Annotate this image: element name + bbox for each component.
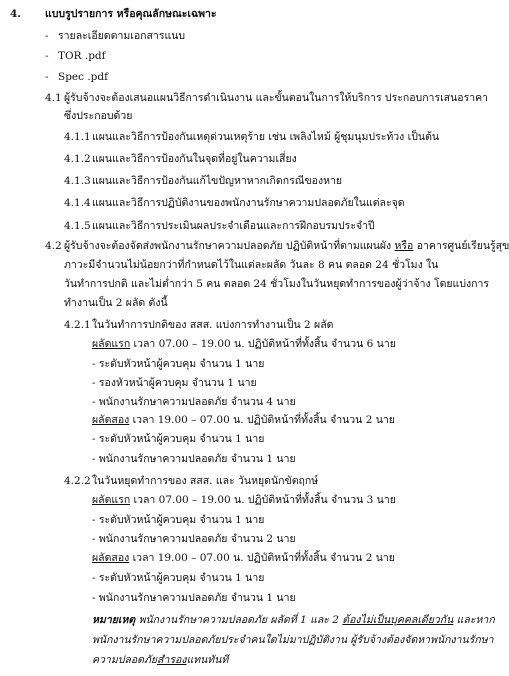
- sub-item-text: แผนและวิธีการป้องกันแก้ไขปัญหาหากเกิดกรณีของหาย: [92, 175, 343, 187]
- bullet-dash: -: [45, 50, 49, 62]
- item-4-2-line: ผู้รับจ้างจะต้องจัดส่งพนักงานรักษาความปลอดภัย ปฏิบัติหน้าที่ตามแผนผัง หรือ อาคารศูนย์เรียนรู้สุข: [64, 240, 509, 252]
- item-4-2-line: ภาวะมีจำนวนไม่น้อยกว่าที่กำหนดไว้ในแต่ละผลัด วันละ 8 คน ตลอด 24 ชั่วโมง ใน: [64, 259, 439, 271]
- sub-item-title: ในวันทำการปกติของ สสส. แบ่งการทำงานเป็น 2 ผลัด: [92, 319, 334, 331]
- section-number: 4.: [10, 8, 21, 20]
- sub-item-number: 4.1.4: [64, 197, 91, 209]
- bullet-item-details: รายละเอียดตามเอกสารแนบ: [58, 30, 186, 42]
- shift-line: ผลัดสอง เวลา 19.00 – 07.00 น. ปฏิบัติหน้าที่ทั้งสิ้น จำนวน 2 นาย: [92, 552, 395, 564]
- shift-item: - ระดับหัวหน้าผู้ควบคุม จำนวน 1 นาย: [92, 433, 265, 445]
- sub-item-number: 4.1.3: [64, 175, 91, 187]
- shift-item: - พนักงานรักษาความปลอดภัย จำนวน 1 นาย: [92, 592, 296, 604]
- shift-item: - ระดับหัวหน้าผู้ควบคุม จำนวน 1 นาย: [92, 572, 265, 584]
- shift-item: - พนักงานรักษาความปลอดภัย จำนวน 4 นาย: [92, 396, 296, 408]
- shift-line: ผลัดแรก เวลา 07.00 – 19.00 น. ปฏิบัติหน้าที่ทั้งสิ้น จำนวน 3 นาย: [92, 494, 396, 506]
- item-4-1-line: ผู้รับจ้างจะต้องเสนอแผนวิธีการดำเนินงาน และขั้นตอนในการให้บริการ ประกอบการเสนอราคา: [64, 92, 489, 104]
- sub-item-text: แผนและวิธีการป้องกันในจุดที่อยู่ในความเสี่ยง: [92, 153, 297, 165]
- shift-line: ผลัดสอง เวลา 19.00 – 07.00 น. ปฏิบัติหน้าที่ทั้งสิ้น จำนวน 2 นาย: [92, 414, 395, 426]
- section-title: แบบรูปรายการ หรือคุณลักษณะเฉพาะ: [45, 8, 217, 20]
- note-line: พนักงานรักษาความปลอดภัยประจำคนใดไม่มาปฏิบัติงาน ผู้รับจ้างต้องจัดหาพนักงานรักษา: [92, 634, 494, 646]
- sub-item-text: แผนและวิธีการป้องกันเหตุด่วนเหตุร้าย เช่น เพลิงไหม้ ผู้ชุมนุมประท้วง เป็นต้น: [92, 131, 440, 143]
- sub-item-number: 4.1.1: [64, 131, 91, 143]
- shift-item: - รองหัวหน้าผู้ควบคุม จำนวน 1 นาย: [92, 377, 257, 389]
- shift-item: - พนักงานรักษาความปลอดภัย จำนวน 1 นาย: [92, 453, 296, 465]
- sub-item-text: แผนและวิธีการประเมินผลประจำเดือนและการฝึกอบรมประจำปี: [92, 220, 375, 232]
- sub-item-number: 4.2.1: [64, 319, 91, 331]
- sub-item-text: แผนและวิธีการปฏิบัติงานของพนักงานรักษาความปลอดภัยในแต่ละจุด: [92, 197, 405, 209]
- item-4-1-number: 4.1: [45, 92, 62, 104]
- sub-item-number: 4.2.2: [64, 475, 91, 487]
- item-4-2-line: วันทำการปกติ และไม่ต่ำกว่า 5 คน ตลอด 24 ชั่วโมงในวันหยุดทำการของผู้ว่าจ้าง โดยแบ่งการ: [64, 278, 490, 290]
- bullet-item-tor: TOR .pdf: [58, 50, 106, 62]
- sub-item-number: 4.1.5: [64, 220, 91, 232]
- item-4-1-line: ซึ่งประกอบด้วย: [64, 110, 133, 122]
- shift-item: - ระดับหัวหน้าผู้ควบคุม จำนวน 1 นาย: [92, 514, 265, 526]
- bullet-item-spec: Spec .pdf: [58, 71, 109, 83]
- note-line: หมายเหตุ พนักงานรักษาความปลอดภัย ผลัดที่ 1 และ 2 ต้องไม่เป็นบุคคลเดียวกัน และหาก: [92, 614, 495, 626]
- bullet-dash: -: [45, 30, 49, 42]
- shift-line: ผลัดแรก เวลา 07.00 – 19.00 น. ปฏิบัติหน้าที่ทั้งสิ้น จำนวน 6 นาย: [92, 338, 396, 350]
- sub-item-number: 4.1.2: [64, 153, 91, 165]
- sub-item-title: ในวันหยุดทำการของ สสส. และ วันหยุดนักขัตฤกษ์: [92, 475, 319, 487]
- bullet-dash: -: [45, 71, 49, 83]
- shift-item: - พนักงานรักษาความปลอดภัย จำนวน 2 นาย: [92, 533, 296, 545]
- item-4-2-number: 4.2: [45, 240, 62, 252]
- item-4-2-line: ทำงานเป็น 2 ผลัด ดังนี้: [64, 297, 168, 309]
- note-line: ความปลอดภัยสำรองแทนทันที: [92, 654, 229, 666]
- shift-item: - ระดับหัวหน้าผู้ควบคุม จำนวน 1 นาย: [92, 358, 265, 370]
